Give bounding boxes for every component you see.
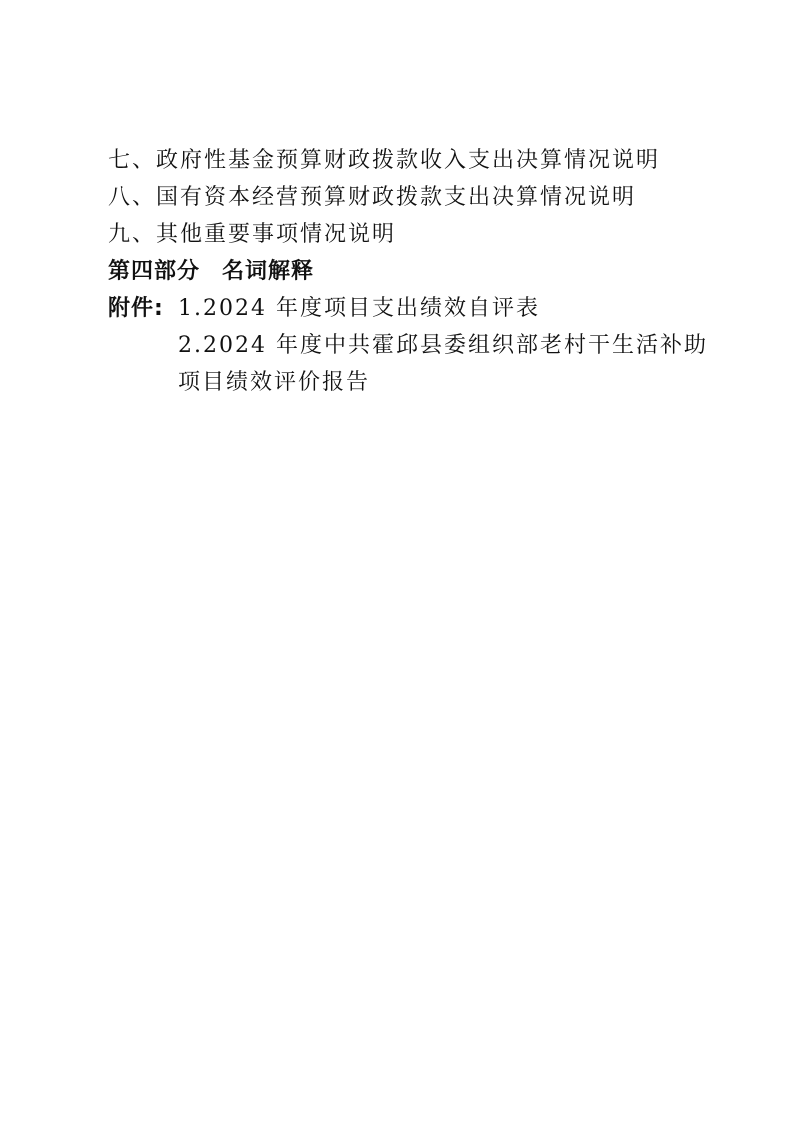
toc-item-9: 九、其他重要事项情况说明 (108, 222, 397, 247)
attachment-item-1: 1.2024 年度项目支出绩效自评表 (178, 296, 540, 321)
part4-heading (108, 257, 314, 287)
toc-item-7: 七、政府性基金预算财政拨款收入支出决算情况说明 (108, 148, 661, 173)
attachments-label: 附件: (108, 296, 164, 321)
attachment-item-2-line1: 2.2024 年度中共霍邱县委组织部老村干生活补助 (178, 333, 708, 358)
part4-title: 名词解释 (222, 259, 315, 284)
attachment-item-2-line2: 项目绩效评价报告 (178, 370, 371, 395)
part4-label: 第四部分 (108, 259, 201, 284)
toc-item-8: 八、国有资本经营预算财政拨款支出决算情况说明 (108, 185, 637, 210)
